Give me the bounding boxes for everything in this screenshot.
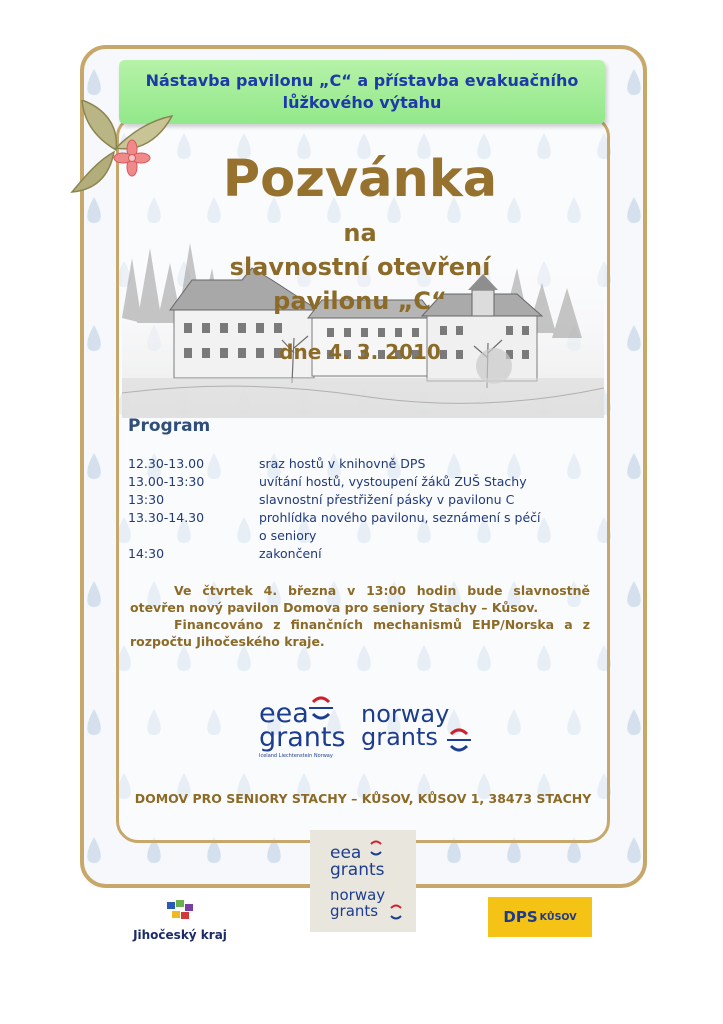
dps-kusov-logo <box>488 897 592 937</box>
schedule-time: 13.00-13:30 <box>128 474 205 489</box>
raindrop-icon <box>627 69 641 95</box>
kusov-label: KŮSOV <box>539 911 577 923</box>
subtitle-line-2: slavnostní otevření <box>229 253 491 281</box>
grants-logo-box <box>310 830 416 932</box>
eea-logo-text-top: eea <box>259 698 309 729</box>
schedule-row <box>128 455 598 473</box>
jihocesky-kraj-logo <box>130 898 230 942</box>
norway-logo-text-top: norway <box>361 700 450 728</box>
schedule-time: 13.30-14.30 <box>128 510 205 525</box>
address-line: DOMOV PRO SENIORY STACHY – KŮSOV, KŮSOV 1, 38473 STACHY <box>134 791 592 806</box>
box-eea-text-bottom: grants <box>330 860 385 880</box>
schedule-description: sraz hostů v knihovně DPS <box>259 456 426 471</box>
norway-logo-text-bottom: grants <box>361 723 438 751</box>
grants-logo-box-art <box>310 830 416 932</box>
subtitle-line-1: na <box>343 219 377 247</box>
raindrop-icon <box>627 325 641 351</box>
raindrop-icon <box>627 709 641 735</box>
subtitle-line-3: pavilonu „C“ <box>273 287 447 315</box>
schedule-time: 12.30-13.00 <box>128 456 205 471</box>
program-schedule <box>128 455 598 563</box>
eea-logo-countries: Iceland Liechtenstein Norway <box>259 753 333 759</box>
schedule-description: prohlídka nového pavilonu, seznámení s péčí o seniory <box>259 510 541 543</box>
raindrop-icon <box>627 453 641 479</box>
raindrop-icon <box>627 197 641 223</box>
schedule-row <box>128 491 598 509</box>
raindrop-icon <box>87 325 101 351</box>
schedule-row <box>128 473 598 491</box>
region-emblem-icon <box>165 898 195 922</box>
raindrop-icon <box>87 709 101 735</box>
funding-note: Financováno z finančních mechanismů EHP/Norska a z rozpočtu Jihočeského kraje. <box>130 617 590 649</box>
box-norway-text-top: norway <box>330 886 386 904</box>
box-eea-star-icon <box>371 842 381 855</box>
eea-star-icon <box>309 698 333 718</box>
banner-text: Nástavba pavilonu „C“ a přístavba evakuačního lůžkového výtahu <box>145 71 579 112</box>
schedule-description: uvítání hostů, vystoupení žáků ZUŠ Stachy <box>259 474 527 489</box>
raindrop-icon <box>87 837 101 863</box>
schedule-time: 13:30 <box>128 492 165 507</box>
box-norway-text-bottom: grants <box>330 902 379 920</box>
schedule-description: slavnostní přestřižení pásky v pavilonu C <box>259 492 515 507</box>
opening-announcement: Ve čtvrtek 4. března v 13:00 hodin bude slavnostně otevřen nový pavilon Domova pro seniory Stachy – Kůsov. <box>130 583 590 615</box>
schedule-time: 14:30 <box>128 546 165 561</box>
project-banner <box>119 60 605 124</box>
schedule-row <box>128 545 598 563</box>
raindrop-icon <box>627 837 641 863</box>
grants-logos <box>255 690 475 762</box>
raindrop-icon <box>87 453 101 479</box>
norway-star-icon <box>447 730 471 750</box>
program-heading: Program <box>128 416 211 436</box>
raindrop-icon <box>87 69 101 95</box>
box-eea-text-top: eea <box>330 843 362 863</box>
raindrop-icon <box>627 581 641 607</box>
schedule-description: zakončení <box>259 546 322 561</box>
region-label: Jihočeský kraj <box>133 928 227 942</box>
raindrop-icon <box>87 197 101 223</box>
dps-label: DPS <box>503 908 538 926</box>
invitation-title: Pozvánka <box>222 150 498 209</box>
event-date: dne 4. 3. 2010 <box>279 340 441 364</box>
box-norway-star-icon <box>391 906 401 919</box>
raindrop-icon <box>87 581 101 607</box>
eea-logo-text-bottom: grants <box>259 722 346 753</box>
schedule-row <box>128 509 598 545</box>
